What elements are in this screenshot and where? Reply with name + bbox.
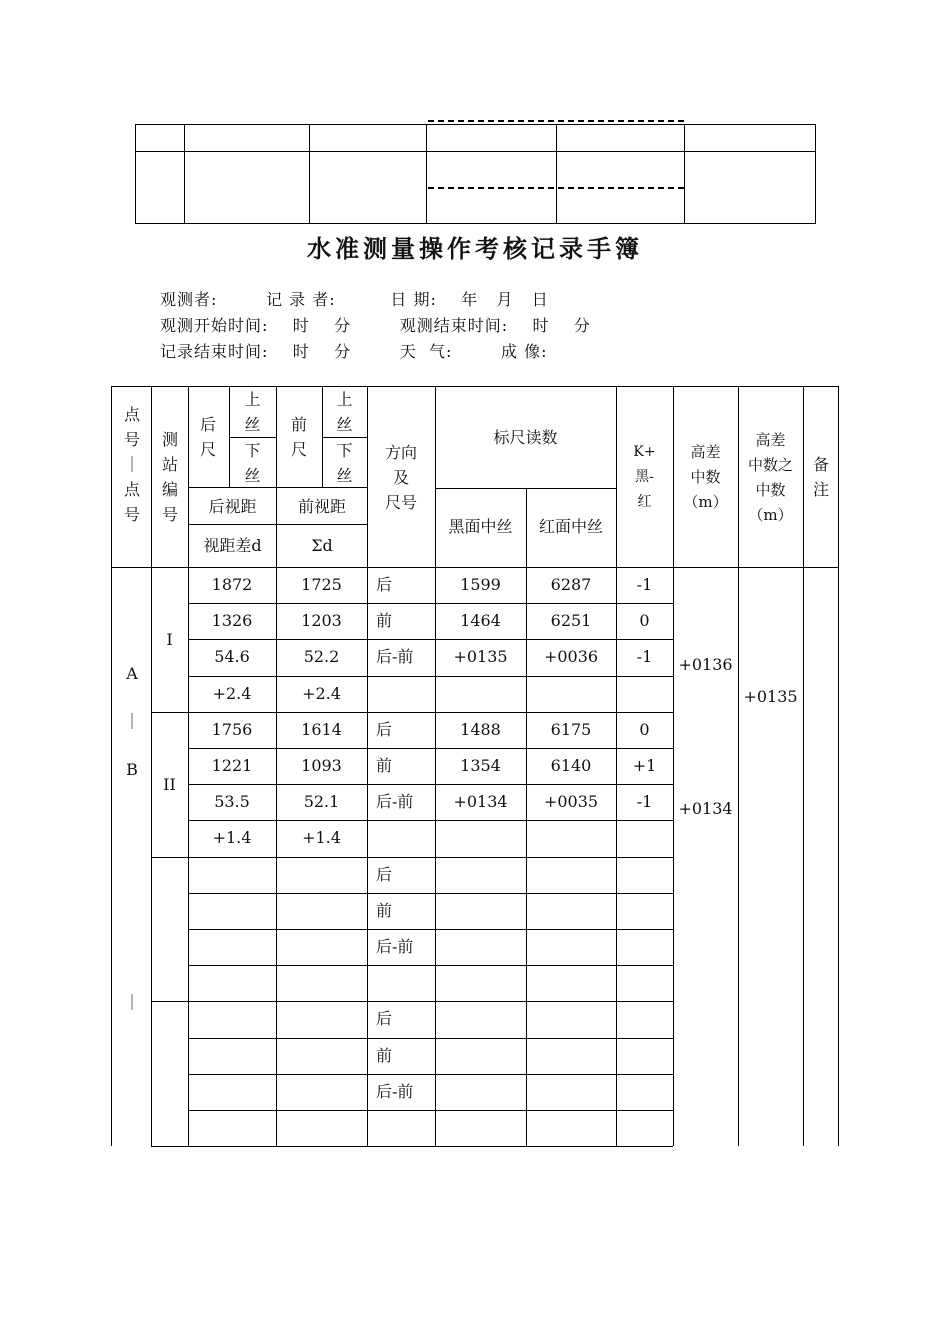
- header-remark: 备 注: [812, 455, 829, 499]
- header-red-mid-wire: 红面中丝: [538, 517, 603, 536]
- direction-label: 后-前: [376, 647, 414, 667]
- black-reading: 1464: [460, 611, 501, 631]
- back-value: +1.4: [212, 828, 252, 848]
- station-id: I: [166, 630, 173, 649]
- direction-label: 后: [376, 575, 393, 594]
- back-value: 54.6: [214, 647, 250, 667]
- header-station-no: 测 站 编 号: [161, 430, 178, 524]
- direction-label: 后-前: [376, 792, 414, 812]
- back-value: 1872: [211, 575, 253, 594]
- info-line-observer: 观测者: 记 录 者: 日 期: 年 月 日: [160, 290, 549, 309]
- back-value: 53.5: [214, 792, 250, 812]
- direction-label: 后: [376, 1009, 393, 1029]
- k-check: 0: [639, 611, 650, 631]
- direction-label: 前: [376, 900, 393, 920]
- direction-label: 后: [376, 719, 393, 739]
- header-sum-d: Σd: [311, 536, 333, 555]
- red-reading: 6175: [550, 719, 592, 739]
- info-line-time: 观测开始时间: 时 分 观测结束时间: 时 分: [160, 316, 591, 335]
- front-value: 1093: [301, 756, 342, 775]
- k-check: -1: [636, 792, 653, 812]
- header-height-diff: 高差 中数 （m）: [683, 443, 728, 511]
- header-back-ruler: 后 尺: [199, 415, 216, 459]
- page-title: 水准测量操作考核记录手簿: [307, 234, 643, 263]
- back-value: 1221: [211, 756, 253, 775]
- back-value: +2.4: [212, 683, 252, 703]
- k-check: -1: [636, 575, 653, 594]
- header-back-lower-wire: 下 丝: [244, 441, 261, 485]
- header-front-upper-wire: 上 丝: [336, 390, 353, 434]
- height-diff-value: +0136: [678, 655, 733, 674]
- height-diff-value: +0134: [678, 798, 733, 818]
- mean-height-diff-value: +0135: [743, 687, 798, 706]
- red-reading: 6251: [550, 611, 592, 631]
- direction-label: 后-前: [376, 1081, 414, 1101]
- station-id: II: [163, 774, 176, 794]
- front-value: 52.2: [303, 647, 340, 667]
- point-label-a-b: A ｜ B: [123, 664, 140, 779]
- header-back-upper-wire: 上 丝: [244, 390, 261, 434]
- black-reading: 1488: [460, 719, 501, 739]
- red-reading: 6287: [550, 575, 592, 594]
- black-reading: +0135: [453, 647, 508, 667]
- red-reading: +0035: [543, 792, 599, 812]
- direction-label: 前: [376, 611, 393, 631]
- direction-label: 后-前: [376, 937, 414, 956]
- header-direction: 方向 及 尺号: [384, 443, 417, 512]
- front-value: 1725: [301, 575, 342, 594]
- direction-label: 前: [376, 1045, 393, 1065]
- red-reading: +0036: [543, 647, 599, 667]
- back-value: 1756: [211, 719, 253, 739]
- black-reading: 1599: [460, 575, 501, 594]
- header-mean-height-diff: 高差 中数之 中数 （m）: [747, 431, 793, 524]
- front-value: 1614: [301, 719, 342, 739]
- direction-label: 前: [376, 756, 393, 775]
- k-check: +1: [632, 756, 657, 775]
- info-line-weather: 记录结束时间: 时 分 天 气: 成 像:: [160, 342, 548, 361]
- black-reading: +0134: [453, 792, 508, 812]
- header-distance-diff: 视距差d: [203, 536, 262, 555]
- front-value: 52.1: [303, 792, 340, 812]
- header-front-ruler: 前 尺: [290, 415, 307, 459]
- front-value: +1.4: [302, 828, 341, 848]
- red-reading: 6140: [550, 756, 592, 775]
- back-value: 1326: [211, 611, 253, 631]
- header-black-mid-wire: 黑面中丝: [448, 517, 513, 536]
- header-front-lower-wire: 下 丝: [336, 441, 353, 485]
- header-staff-reading: 标尺读数: [493, 428, 558, 447]
- k-check: -1: [636, 647, 653, 667]
- front-value: 1203: [301, 611, 342, 631]
- k-check: 0: [639, 719, 650, 739]
- header-back-distance: 后视距: [208, 497, 257, 516]
- black-reading: 1354: [460, 756, 501, 775]
- header-point-no: 点 号 ｜ 点 号: [123, 405, 140, 524]
- header-front-distance: 前视距: [297, 497, 346, 516]
- front-value: +2.4: [302, 683, 341, 703]
- header-k-black-red: K+ 黑- 红: [633, 444, 656, 510]
- direction-label: 后: [376, 864, 393, 884]
- point-label-separator: ｜: [123, 993, 140, 1012]
